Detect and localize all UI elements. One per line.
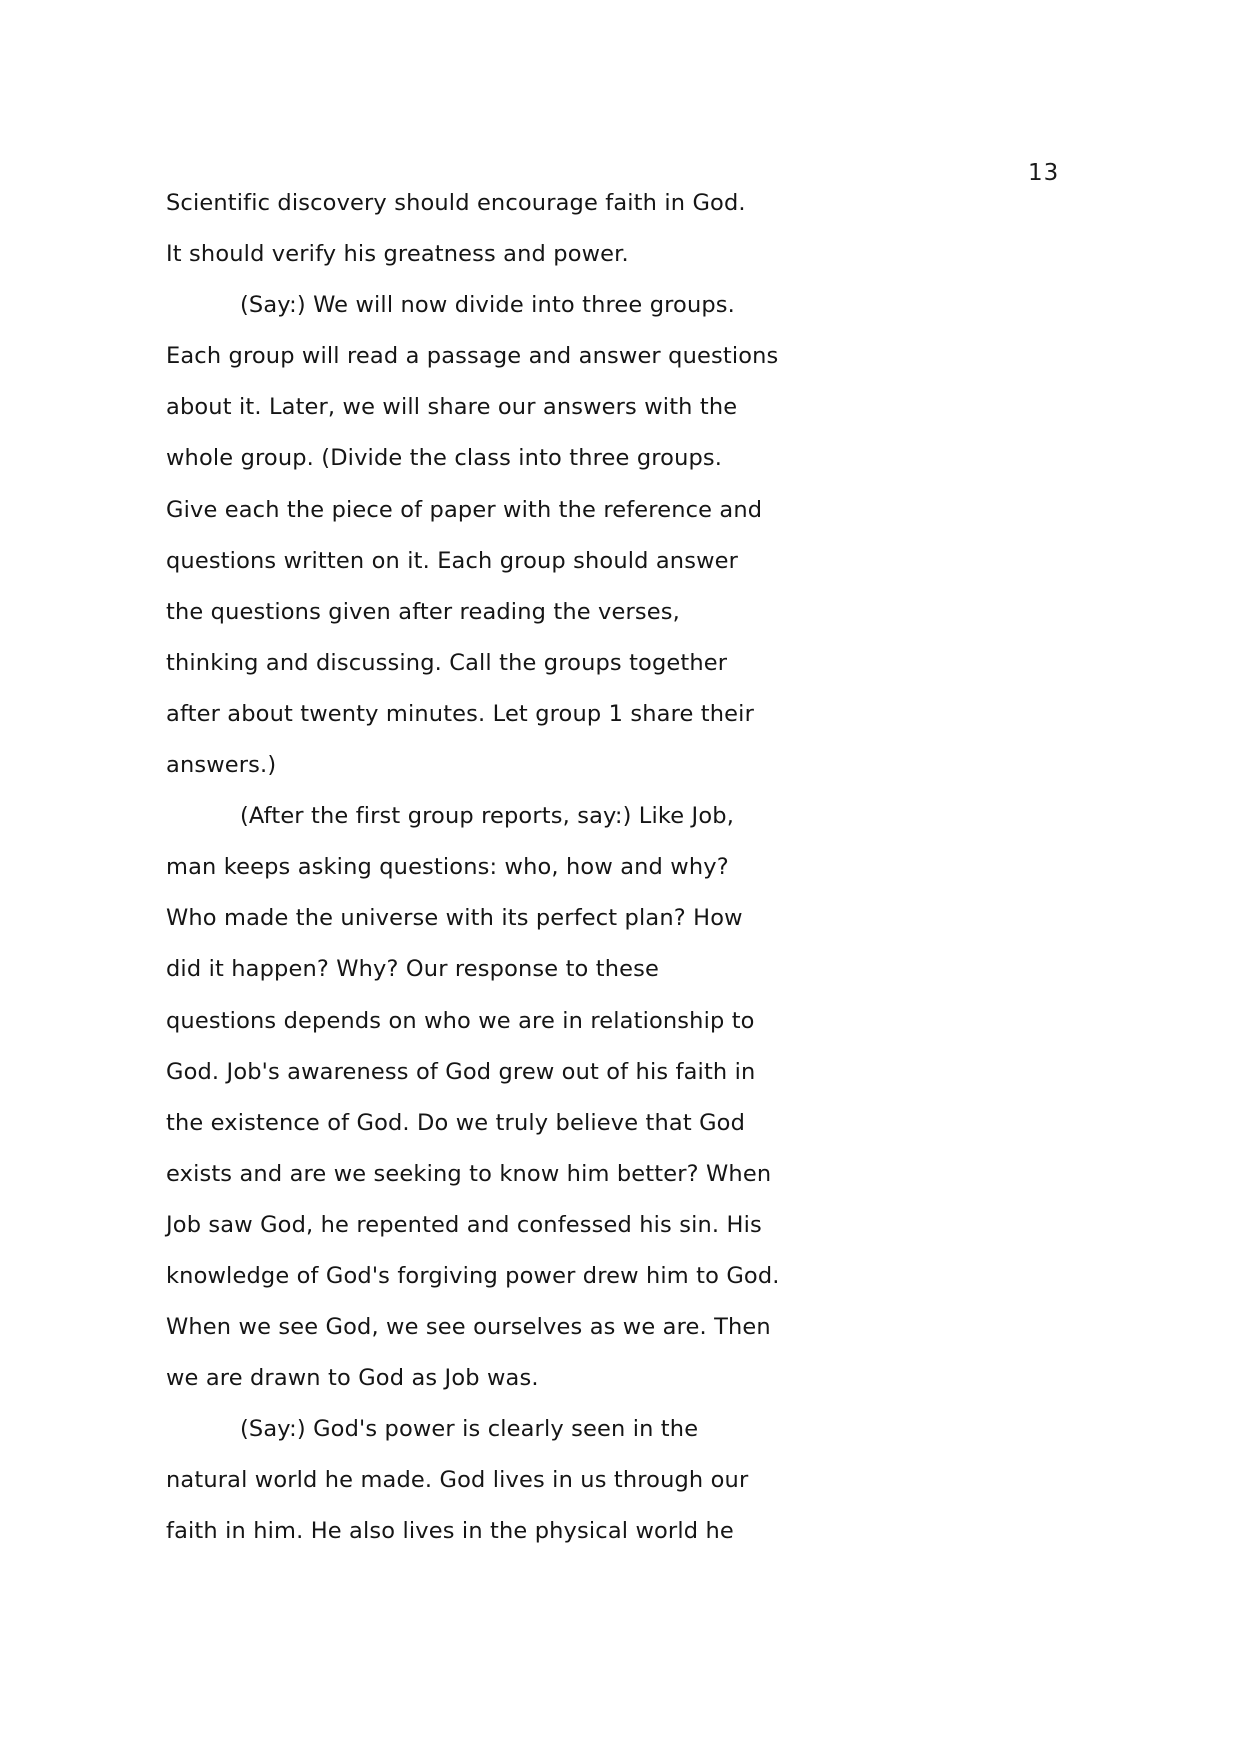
text-line: whole group. (Divide the class into three groups.	[166, 445, 723, 472]
text-line: questions written on it. Each group should answer	[166, 547, 739, 574]
text-line: answers.)	[166, 752, 277, 779]
text-line: When we see God, we see ourselves as we are. Then	[166, 1314, 771, 1341]
text-line: about it. Later, we will share our answers with the	[166, 394, 738, 421]
text-line: God. Job's awareness of God grew out of his faith in	[166, 1058, 756, 1085]
text-line: did it happen? Why? Our response to these	[166, 956, 660, 983]
text-line: It should verify his greatness and power.	[166, 241, 629, 268]
text-line: Job saw God, he repented and confessed his sin. His	[166, 1211, 762, 1238]
body-text	[166, 178, 806, 1558]
text-line: (Say:) God's power is clearly seen in the	[240, 1416, 699, 1443]
text-line: (Say:) We will now divide into three groups.	[240, 292, 735, 319]
text-line: the questions given after reading the verses,	[166, 598, 680, 625]
text-line: thinking and discussing. Call the groups together	[166, 649, 728, 676]
text-line: faith in him. He also lives in the physical world he	[166, 1518, 734, 1545]
text-line: Give each the piece of paper with the reference and	[166, 496, 763, 523]
text-line: after about twenty minutes. Let group 1 share their	[166, 700, 754, 727]
text-line: exists and are we seeking to know him better? When	[166, 1160, 772, 1187]
text-line: Each group will read a passage and answer questions	[166, 343, 779, 370]
page-number: 13	[1028, 160, 1060, 186]
text-line: man keeps asking questions: who, how and why?	[166, 854, 729, 881]
text-line: (After the first group reports, say:) Like Job,	[240, 803, 734, 830]
text-line: questions depends on who we are in relationship to	[166, 1007, 755, 1034]
text-line: natural world he made. God lives in us through our	[166, 1467, 749, 1494]
text-line: the existence of God. Do we truly believe that God	[166, 1109, 746, 1136]
text-line: knowledge of God's forgiving power drew him to God.	[166, 1262, 780, 1289]
text-line: Who made the universe with its perfect plan? How	[166, 905, 743, 932]
text-line: we are drawn to God as Job was.	[166, 1365, 539, 1392]
text-line: Scientific discovery should encourage faith in God.	[166, 190, 746, 216]
